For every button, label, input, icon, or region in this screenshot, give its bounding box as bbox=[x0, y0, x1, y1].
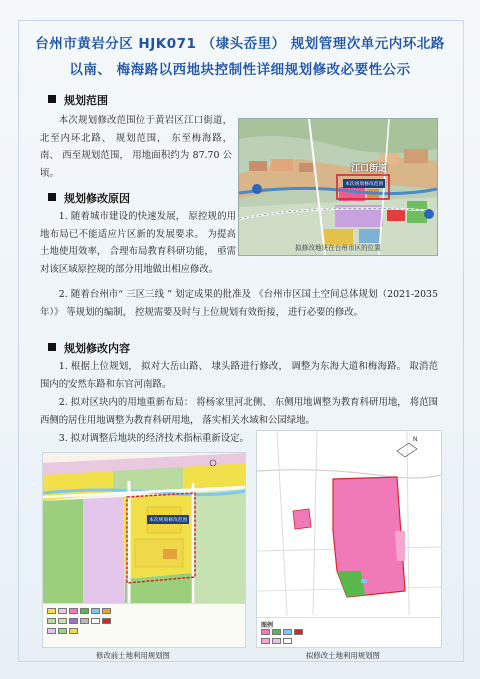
reason-item-1-text bbox=[40, 208, 438, 278]
before-map-caption: 修改前土地利用规划图 bbox=[96, 651, 170, 660]
legend-swatch-utility bbox=[69, 618, 78, 624]
legend-swatch-commercial bbox=[102, 608, 111, 614]
section-heading-content bbox=[48, 340, 130, 356]
reason-item-1-body: 1. 随着城市建设的快速发展， 原控规的用地布局已不能适应片区新的发展要求。 为提高土地使用效率， 合理布局教育科研功能， 亟需对该区域原控规的部分用地做出相应修改。 bbox=[40, 211, 236, 275]
content-item-2: 2. 拟对区块内的用地重新布局： 将杨家里河北侧、 东侧用地调整为教育科研用地， 将范围西侧的居住用地调整为教育科研用地， 落实相关水域和公园绿地。 bbox=[40, 397, 438, 426]
legend-swatch-park bbox=[47, 618, 56, 624]
section-bullet-icon bbox=[48, 95, 56, 103]
legend-swatch-public bbox=[58, 608, 67, 614]
legend-swatch-housing bbox=[69, 628, 78, 634]
content-item-1: 1. 根据上位规划， 拟对大岳山路、 埭头路进行修改， 调整为东海大道和梅海路。 取消范围内的安然东路和东官河南路。 bbox=[40, 361, 438, 390]
section-heading-text: 规划范围 bbox=[64, 94, 108, 107]
section-heading-text: 规划修改内容 bbox=[64, 342, 130, 355]
legend-swatch-education bbox=[69, 608, 78, 614]
section-heading-scope bbox=[48, 92, 108, 108]
location-map-range-label: 本次规划修改范围 bbox=[343, 179, 385, 188]
legend-swatch-other bbox=[91, 618, 100, 624]
legend-swatch-row bbox=[47, 628, 80, 636]
before-map-legend bbox=[43, 603, 245, 648]
section-heading-reason bbox=[48, 190, 130, 206]
page-title-line-2: 以南、 梅海路以西地块控制性详细规划修改必要性公示 bbox=[69, 62, 411, 78]
section-bullet-icon bbox=[48, 193, 56, 201]
legend-swatch-row bbox=[47, 608, 113, 616]
after-map-legend bbox=[257, 617, 441, 648]
reason-item-2: 2. 随着台州市“ 三区三线 ” 划定成果的批准及 《台州市区国土空间总体规划（2021-2035 年）》 等规划的编制， 控规需要及时与上位规划有效衔接， 进行必要的修改。 bbox=[40, 289, 438, 318]
map-float-spacer bbox=[236, 208, 438, 260]
page-title-line-1: 台州市黄岩分区 HJK071 （埭头岙里） 规划管理次单元内环北路 bbox=[35, 36, 445, 52]
legend-swatch-road bbox=[80, 618, 89, 624]
scope-paragraph: 本次规划修改范围位于黄岩区江口街道， 北至内环北路、 规划范围， 东至梅海路， 南、 西至规划范围， 用地面积约为 87.70 公顷。 bbox=[40, 115, 232, 179]
after-map-legend-title: 图例 bbox=[261, 622, 274, 629]
legend-swatch-boundary bbox=[102, 618, 111, 624]
legend-swatch-forest bbox=[58, 628, 67, 634]
after-map-caption: 拟修改土地利用规划图 bbox=[306, 651, 380, 660]
legend-swatch-road bbox=[283, 638, 292, 644]
legend-swatch-boundary bbox=[294, 629, 303, 635]
legend-swatch-row bbox=[261, 638, 294, 646]
location-map-place-label: 江口街道 bbox=[351, 164, 388, 174]
north-arrow-icon: N bbox=[413, 436, 418, 443]
legend-swatch-residential bbox=[47, 608, 56, 614]
legend-swatch-education bbox=[261, 629, 270, 635]
legend-swatch-water bbox=[283, 629, 292, 635]
legend-swatch-row bbox=[47, 618, 113, 626]
legend-swatch-green bbox=[80, 608, 89, 614]
section-bullet-icon bbox=[48, 343, 56, 351]
before-land-use-map bbox=[42, 452, 246, 648]
content-item-3: 3. 拟对调整后地块的经济技术指标重新设定。 bbox=[58, 433, 249, 444]
legend-swatch-green bbox=[272, 629, 281, 635]
legend-swatch-water bbox=[91, 608, 100, 614]
legend-swatch-research bbox=[261, 638, 270, 644]
after-land-use-map bbox=[256, 430, 442, 648]
location-map-caption: 拟修改地块在台州市区的位置 bbox=[295, 244, 381, 252]
legend-swatch-admin bbox=[272, 638, 281, 644]
legend-swatch-protection bbox=[58, 618, 67, 624]
legend-swatch-row bbox=[261, 629, 305, 637]
before-map-range-label: 本次规划修改范围 bbox=[147, 515, 189, 524]
legend-swatch-admin bbox=[47, 628, 56, 634]
section-heading-text: 规划修改原因 bbox=[64, 192, 130, 205]
